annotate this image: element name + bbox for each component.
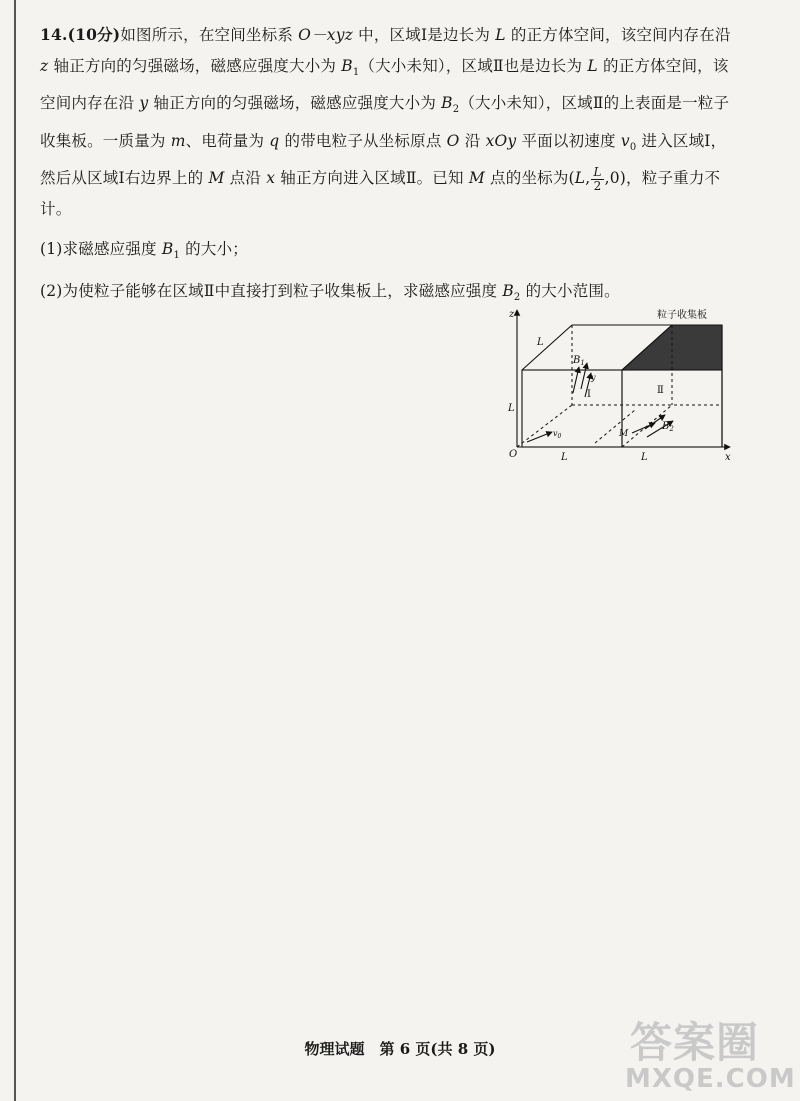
question-score: (10分) [67, 25, 121, 44]
stem-text: , [585, 169, 591, 188]
v0-label [553, 429, 562, 440]
var-B1-sub: 1 [173, 250, 181, 262]
var-B1-sub: 1 [352, 66, 360, 78]
top-left-depth-edge [522, 325, 572, 370]
stem-text: ,0) [604, 169, 627, 188]
var-M: M [208, 169, 225, 188]
edge-label-L: L [641, 452, 648, 463]
var-xOy: xOy [485, 131, 517, 150]
stem-text: 点沿 [224, 169, 267, 188]
b1-label [572, 355, 585, 367]
question-stem [40, 20, 740, 224]
b1-arrow-1 [573, 367, 579, 393]
region1-label: Ⅰ [587, 389, 591, 400]
hidden-y-axis [517, 405, 572, 447]
v0-label-sub: 0 [557, 433, 562, 440]
var-M: M [468, 169, 485, 188]
watermark-logo [625, 1010, 800, 1100]
edge-label-L: L [508, 403, 515, 414]
watermark-bottom-text: MXQE.COM [625, 1064, 796, 1094]
edge-label-L: L [561, 452, 568, 463]
var-B2-sub: 2 [452, 104, 460, 116]
var-B1: B [341, 56, 353, 75]
stem-text: 的正方体空间，该空间内存在沿 [40, 56, 729, 113]
stem-text: 的正方体空间，该空间内存在沿 [505, 26, 731, 44]
stem-text: 轴正方向的匀强磁场，磁感应强度大小为 [48, 56, 342, 75]
var-x: x [266, 169, 276, 188]
y-axis-label: y [591, 373, 596, 382]
var-q: q [269, 131, 280, 150]
var-L: L [574, 169, 586, 188]
sub-question-text: (1)求磁感应强度 [40, 240, 162, 259]
x-axis-label: x [725, 452, 731, 463]
coord-system: O－xyz [298, 26, 354, 44]
stem-text: 沿 [459, 131, 486, 150]
sub-question-text: 的大小； [180, 240, 248, 259]
var-m: m [170, 131, 186, 150]
var-y: y [139, 94, 149, 113]
z-axis-label: z [509, 309, 515, 320]
stem-text: （大小未知），区域Ⅱ的上表面是一粒子收集板。一质量为 [40, 94, 730, 150]
watermark-top-text: 答案圈 [630, 1018, 760, 1067]
var-O: O [446, 131, 460, 150]
var-v0-sub: 0 [629, 141, 637, 153]
stem-text: 的带电粒子从坐标原点 [279, 131, 447, 150]
stem-text: 轴正方向的匀强磁场，磁感应强度大小为 [148, 94, 442, 113]
question-number: 14. [40, 25, 68, 44]
edge-label-L: L [537, 337, 544, 348]
hidden-diagonal-1 [595, 410, 635, 443]
b2-label-sub: 2 [669, 425, 674, 433]
fraction-denominator: 2 [593, 178, 602, 193]
stem-text: 进入区域Ⅰ，然后从区域Ⅰ右边界上的 [40, 131, 727, 188]
region2-label: Ⅱ [657, 385, 664, 396]
stem-text: 、电荷量为 [185, 131, 270, 150]
b2-label [661, 421, 674, 433]
var-v0: v [620, 131, 630, 150]
b2-label-letter: B [662, 421, 670, 432]
collector-plate-label: 粒子收集板 [657, 310, 707, 321]
cube-diagram [505, 305, 735, 475]
sub-question-text: 的大小范围。 [520, 281, 620, 300]
stem-text: 平面以初速度 [516, 131, 621, 150]
fraction-numerator: L [593, 164, 602, 179]
stem-text: 点的坐标为( [484, 169, 575, 188]
var-L: L [495, 26, 506, 44]
v0-arrow [527, 432, 552, 442]
v0-label-letter: v [553, 429, 558, 438]
var-B2-sub: 2 [513, 291, 521, 303]
var-z: z [40, 56, 49, 75]
var-B1: B [161, 240, 174, 259]
b1-label-sub: 1 [580, 359, 585, 367]
sub-question-text: (2)为使粒子能够在区域Ⅱ中直接打到粒子收集板上，求磁感应强度 [40, 281, 503, 300]
b1-label-letter: B [573, 355, 581, 366]
stem-text: 中，区域Ⅰ是边长为 [353, 26, 496, 44]
fraction-L-over-2 [591, 166, 603, 193]
var-B2: B [502, 281, 514, 300]
binding-margin-line [14, 0, 16, 1101]
question-14 [40, 20, 740, 313]
stem-text: 轴正方向进入区域Ⅱ。已知 [275, 169, 469, 188]
sub-question-1 [40, 234, 740, 272]
var-L: L [587, 56, 598, 75]
stem-text: （大小未知），区域Ⅱ也是边长为 [359, 56, 588, 75]
m-point-label: M [619, 429, 629, 439]
var-B2: B [441, 94, 453, 113]
page-footer: 物理试题 第 6 页(共 8 页) [304, 1040, 496, 1058]
origin-label: O [509, 449, 518, 460]
stem-text: 如图所示，在空间坐标系 [120, 26, 299, 44]
stem-text: ，粒子重力不计。 [40, 169, 721, 218]
